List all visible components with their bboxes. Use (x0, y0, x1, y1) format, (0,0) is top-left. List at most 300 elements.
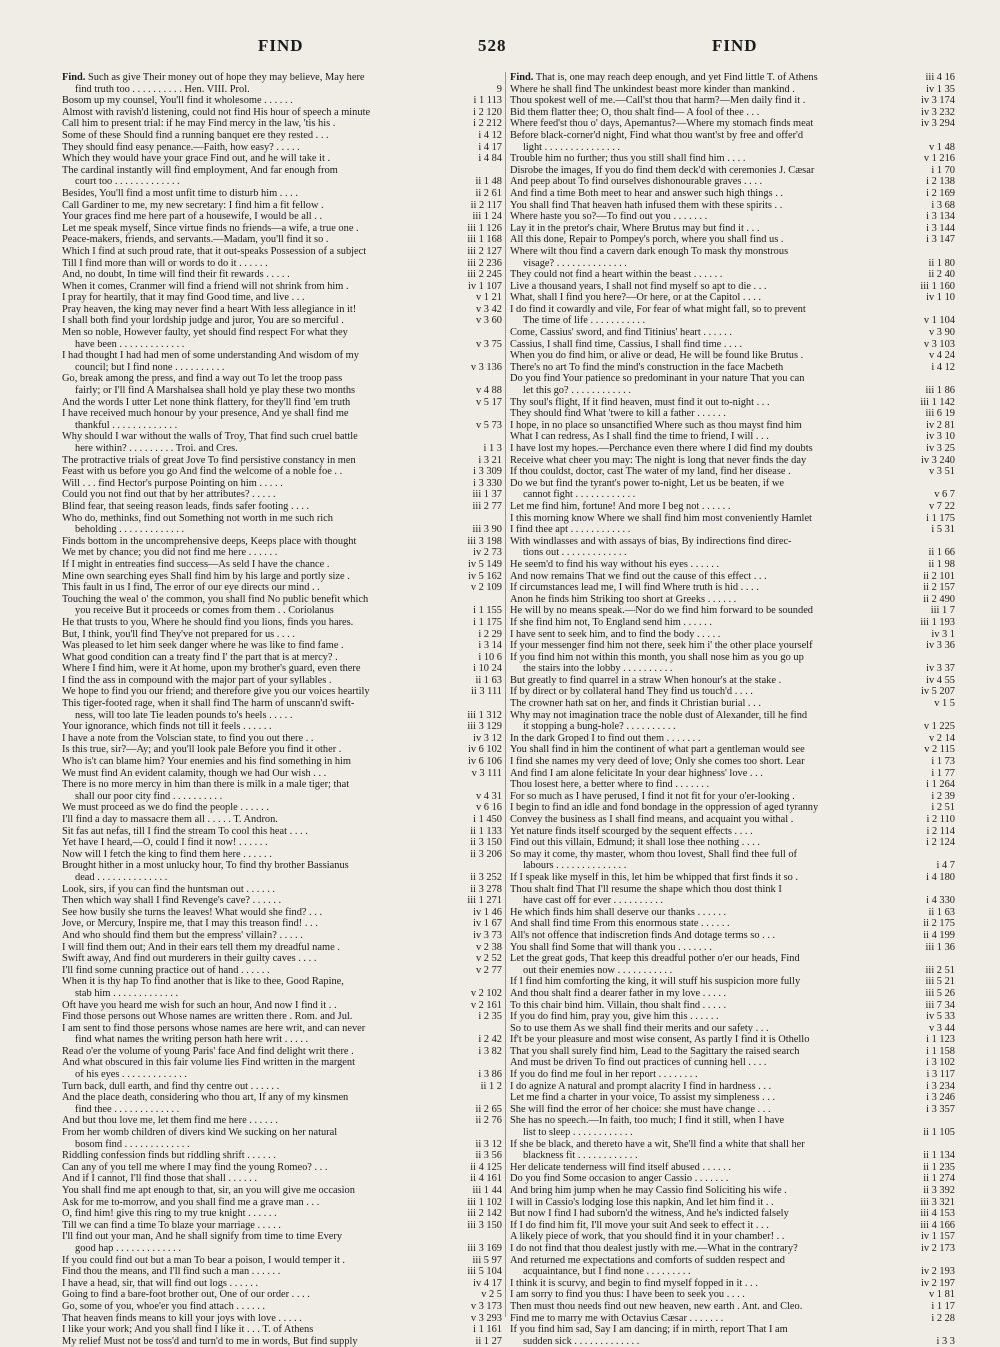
concordance-entry (62, 431, 502, 443)
entry-reference: i 1 70 (931, 164, 955, 176)
entry-text: If't be your pleasure and most wise consent, As partly I find it is Othello (510, 1034, 810, 1046)
concordance-entry (510, 142, 955, 154)
entry-text: Bosom up my counsel, You'll find it wholesome . . . . . . (62, 95, 293, 107)
concordance-entry (510, 107, 955, 119)
concordance-entry (510, 211, 955, 223)
concordance-entry (510, 350, 955, 362)
entry-text: labours . . . . . . . . . . . . . . (523, 860, 627, 872)
entry-reference: i 3 68 (931, 199, 955, 211)
concordance-entry (62, 443, 502, 455)
entry-text: Read o'er the volume of young Paris' face And find delight writ there . (62, 1045, 354, 1057)
entry-text: let this go? . . . . . . . . . . . . (523, 385, 631, 397)
entry-text: Touching the weal o' the common, you shall find No public benefit which (62, 593, 369, 605)
entry-text: you receive But it proceeds or comes from them . . Coriolanus (75, 605, 334, 617)
entry-reference: i 2 114 (926, 825, 955, 837)
concordance-entry (62, 524, 502, 536)
concordance-entry (62, 1313, 502, 1325)
concordance-entry (510, 629, 955, 641)
entry-text: out their enemies now . . . . . . . . . . . (523, 964, 673, 976)
concordance-entry (510, 814, 955, 826)
concordance-entry (510, 420, 955, 432)
entry-text: You shall find me apt enough to that, sir, an you will give me occasion (62, 1185, 355, 1196)
concordance-entry (510, 397, 955, 409)
concordance-entry (62, 779, 502, 791)
concordance-entry (510, 478, 955, 490)
entry-text: He that trusts to you, Where he should find you lions, finds you hares. (62, 616, 354, 628)
concordance-entry (510, 489, 955, 501)
concordance-entry (510, 281, 955, 293)
entry-text: Why should I war without the walls of Troy, That find such cruel battle (62, 431, 358, 443)
entry-text: Do we but find the tyrant's power to-night, Let us be beaten, if we (510, 477, 784, 489)
concordance-entry (62, 559, 502, 571)
entry-text: I do agnize A natural and prompt alacrity I find in hardness . . . (510, 1080, 772, 1092)
entry-text: Anon he finds him Striking too short at Greeks . . . . . . (510, 593, 737, 605)
concordance-entry (510, 1057, 955, 1069)
concordance-entry (510, 130, 955, 142)
concordance-entry (510, 524, 955, 536)
entry-text: I'll find some cunning practice out of hand . . . . . . (62, 964, 270, 976)
concordance-entry (510, 258, 955, 270)
entry-text: She will find the error of her choice: she must have change . . . (510, 1103, 771, 1115)
concordance-entry (510, 942, 955, 954)
concordance-entry (62, 1266, 502, 1278)
entry-reference: iv 3 12 (473, 732, 502, 744)
entry-reference: i 3 357 (926, 1103, 955, 1115)
entry-text: What I can redress, As I shall find the time to friend, I will . . . (510, 431, 769, 443)
concordance-entry (62, 1243, 502, 1255)
concordance-entry (62, 710, 502, 722)
entry-text: Which they would have your grace Find out, and he will take it . (62, 153, 331, 165)
entry-reference: iv 1 46 (473, 906, 502, 918)
concordance-entry (510, 1104, 955, 1116)
concordance-entry (510, 733, 955, 745)
concordance-entry (62, 362, 502, 374)
entry-text: What good condition can a treaty find I' the part that is at mercy? . (62, 651, 338, 663)
entry-text: Men so noble, However faulty, yet should find respect For what they (62, 327, 348, 339)
entry-reference: v 3 44 (929, 1022, 955, 1034)
concordance-entry (62, 1000, 502, 1012)
entry-text: council; but I find none . . . . . . . . . . (75, 361, 225, 373)
entry-text: And peep about To find ourselves dishonourable graves . . . . (510, 176, 763, 188)
concordance-entry (62, 849, 502, 861)
entry-reference: i 4 180 (926, 871, 955, 883)
entry-reference: iv 4 55 (926, 674, 955, 686)
entry-reference: iii 1 44 (472, 1185, 502, 1196)
entry-reference: iii 2 142 (467, 1208, 502, 1220)
entry-reference: i 3 14 (478, 640, 502, 652)
concordance-entry (62, 269, 502, 281)
concordance-entry (62, 791, 502, 803)
entry-reference: iii 1 271 (467, 895, 502, 907)
concordance-entry (62, 640, 502, 652)
entry-reference: v 1 225 (923, 721, 955, 733)
concordance-entry (510, 269, 955, 281)
entry-text: A likely piece of work, that you should find it in your chamber! . . (510, 1231, 785, 1243)
concordance-entry (510, 84, 955, 96)
entry-reference: iii 2 51 (925, 964, 955, 976)
entry-reference: i 3 134 (926, 211, 955, 223)
concordance-entry (510, 431, 955, 443)
concordance-entry (510, 571, 955, 583)
entry-reference: v 2 161 (470, 999, 502, 1011)
entry-reference: iii 5 104 (467, 1266, 502, 1278)
entry-text: With windlasses and with assays of bias, By indirections find direc- (510, 535, 792, 547)
entry-reference: iv 5 207 (920, 686, 955, 698)
entry-text: And find I am alone felicitate In your dear highness' love . . . (510, 767, 763, 779)
entry-reference: ii 3 278 (470, 883, 502, 895)
concordance-entry (62, 686, 502, 698)
concordance-entry (62, 118, 502, 130)
entry-reference: v 3 42 (476, 303, 502, 315)
entry-reference: ii 1 80 (928, 257, 955, 269)
concordance-entry (62, 733, 502, 745)
entry-reference: i 1 158 (926, 1045, 955, 1057)
entry-reference: i 1 175 (926, 512, 955, 524)
entry-reference: iv 1 107 (467, 280, 502, 292)
entry-text: Where feed'st thou o' days, Apemantus?—Where my stomach finds meat (510, 118, 814, 130)
entry-reference: v 3 75 (476, 338, 502, 350)
concordance-entry (62, 918, 502, 930)
entry-reference: v 1 81 (929, 1289, 955, 1301)
entry-text: Where wilt thou find a cavern dark enough To mask thy monstrous (510, 245, 789, 257)
concordance-entry (62, 420, 502, 432)
concordance-entry (62, 246, 502, 258)
entry-text: Almost with ravish'd listening, could not find His hour of speech a minute (62, 106, 371, 118)
entry-text: I shall both find your lordship judge and juror, You are so merciful . (62, 315, 344, 327)
entry-text: visage? . . . . . . . . . . . . . . (523, 257, 627, 269)
entry-reference: i 3 86 (478, 1069, 502, 1081)
entry-reference: i 1 73 (931, 756, 955, 768)
entry-reference: i 4 330 (926, 895, 955, 907)
entry-reference: iv 2 73 (473, 547, 502, 559)
entry-text: But greatly to find quarrel in a straw When honour's at the stake . (510, 674, 782, 686)
entry-text: And but thou love me, let them find me here . . . . . . (62, 1115, 278, 1127)
concordance-entry (510, 153, 955, 165)
concordance-entry (510, 860, 955, 872)
entry-text: And, no doubt, In time will find their fit rewards . . . . . (62, 269, 290, 281)
entry-reference: ii 1 134 (923, 1150, 955, 1162)
concordance-entry (62, 1278, 502, 1290)
entry-text: Trouble him no further; thus you still shall find him . . . . (510, 153, 746, 165)
concordance-entry (62, 513, 502, 525)
entry-reference: v 1 104 (923, 315, 955, 327)
concordance-entry (62, 1185, 502, 1197)
entry-reference: iii 1 37 (472, 489, 502, 501)
running-head-right: FIND (712, 36, 758, 55)
concordance-entry (62, 895, 502, 907)
entry-reference: ii 2 101 (923, 570, 955, 582)
concordance-entry (62, 385, 502, 397)
entry-reference: iii 3 321 (920, 1196, 955, 1208)
entry-text: If she find him not, To England send him . . . . . . (510, 616, 712, 628)
entry-text: Thou spokest well of me.—Call'st thou that harm?—Men daily find it . (510, 95, 806, 107)
concordance-entry (62, 292, 502, 304)
entry-text: Find those persons out Whose names are written there . Rom. and Jul. (62, 1011, 353, 1023)
entry-text: That heaven finds means to kill your joys with love . . . . . (62, 1312, 302, 1324)
entry-text: Thou losest here, a better where to find . . . . . . . (510, 779, 710, 791)
concordance-entry (510, 176, 955, 188)
concordance-entry (510, 698, 955, 710)
entry-reference: i 10 24 (473, 663, 502, 675)
entry-reference: v 2 38 (476, 941, 502, 953)
entry-reference: iii 3 169 (467, 1242, 502, 1254)
page-header (0, 36, 1000, 62)
entry-reference: iii 4 166 (920, 1219, 955, 1231)
entry-text: Yet have I heard,—O, could I find it now! . . . . . . (62, 837, 268, 849)
entry-text: I hope, in no place so unsanctified Where such as thou mayst find him (510, 419, 802, 431)
entry-text: And what obscured in this fair volume lies Find written in the margent (62, 1057, 356, 1069)
concordance-entry (62, 547, 502, 559)
entry-reference: i 1 155 (473, 605, 502, 617)
concordance-entry (62, 768, 502, 780)
entry-reference: v 7 22 (929, 500, 955, 512)
entry-text: Go, break among the press, and find a way out To let the troop pass (62, 373, 343, 385)
entry-text: of his eyes . . . . . . . . . . . . . (75, 1069, 187, 1081)
concordance-entry (62, 95, 502, 107)
entry-reference: iv 6 106 (467, 756, 502, 768)
concordance-entry (510, 501, 955, 513)
concordance-entry (62, 107, 502, 119)
entry-reference: iii 1 24 (472, 211, 502, 223)
concordance-entry (62, 965, 502, 977)
entry-text: You shall find Some that will thank you . . . . . . . (510, 941, 712, 953)
concordance-entry (62, 536, 502, 548)
concordance-entry (62, 1115, 502, 1127)
entry-reference: iv 3 37 (926, 663, 955, 675)
entry-reference: v 3 293 (470, 1312, 502, 1324)
entry-text: Convey the business as I shall find means, and acquaint you withal . (510, 814, 794, 825)
entry-reference: ii 1 105 (923, 1127, 955, 1139)
concordance-entry (510, 1011, 955, 1023)
entry-reference: i 2 120 (473, 106, 502, 118)
entry-text: good hap . . . . . . . . . . . . . (75, 1242, 181, 1254)
concordance-entry (510, 1208, 955, 1220)
concordance-entry (62, 675, 502, 687)
entry-text: I find the ass in compound with the major part of your syllables . (62, 674, 332, 686)
concordance-entry (510, 594, 955, 606)
concordance-entry (62, 1150, 502, 1162)
entry-text: So to use them As we shall find their merits and our safety . . . (510, 1022, 769, 1034)
entry-reference: iii 2 77 (472, 500, 502, 512)
entry-reference: v 2 52 (476, 953, 502, 965)
concordance-entry (62, 200, 502, 212)
entry-text: Receive what cheer you may: The night is long that never finds the day (510, 454, 807, 466)
concordance-entry (510, 976, 955, 988)
entry-text: And must be driven To find out practices of cunning hell . . . . (510, 1057, 767, 1069)
entry-text: In the dark Groped I to find out them . . . . . . . (510, 732, 701, 744)
entry-text: Thou shalt find That I'll resume the shape which thou dost think I (510, 883, 782, 895)
entry-text: The cardinal instantly will find employment, And far enough from (62, 164, 338, 176)
entry-text: Live a thousand years, I shall not find myself so apt to die . . . (510, 280, 767, 292)
concordance-entry (510, 849, 955, 861)
entry-text: I begin to find an idle and fond bondage in the oppression of aged tyranny (510, 802, 819, 814)
entry-text: I'll find a day to massacre them all . . . . . T. Andron. (62, 814, 278, 825)
entry-reference: v 2 5 (481, 1289, 502, 1301)
entry-text: And find a time Both meet to hear and answer such high things . . (510, 187, 783, 199)
entry-text: Ask for me to-morrow, and you shall find me a grave man . . . (62, 1196, 320, 1208)
entry-reference: v 3 90 (929, 327, 955, 339)
entry-reference: i 4 17 (478, 141, 502, 153)
concordance-entry (62, 408, 502, 420)
entry-reference: iii 1 142 (920, 396, 955, 408)
entry-reference: i 3 102 (926, 1057, 955, 1069)
entry-reference: v 3 111 (471, 767, 502, 779)
entry-text: If I might in entreaties find success—As seld I have the chance . (62, 558, 330, 570)
entry-text: And thou shalt find a dearer father in my love . . . . . (510, 987, 727, 999)
entry-reference: iv 5 162 (467, 570, 502, 582)
entry-text: Is this true, sir?—Ay; and you'll look pale Before you find it other . (62, 744, 342, 756)
entry-reference: iv 2 193 (920, 1266, 955, 1278)
entry-text: That you shall surely find him, Lead to the Sagittary the raised search (510, 1045, 800, 1057)
entry-text: I'll find out your man, And he shall signify from time to time Every (62, 1231, 343, 1243)
entry-reference: iii 1 7 (930, 605, 955, 617)
entry-reference: v 4 31 (476, 790, 502, 802)
entry-text: Now will I fetch the king to find them here . . . . . . (62, 848, 272, 860)
entry-reference: iv 3 36 (926, 640, 955, 652)
entry-text: I this morning know Where we shall find him most conveniently Hamlet (510, 512, 812, 524)
entry-reference: ii 3 150 (470, 837, 502, 849)
entry-reference: i 2 35 (478, 1011, 502, 1023)
entry-text: If by direct or by collateral hand They find us touch'd . . . . (510, 686, 753, 698)
entry-text: I am sent to find those persons whose names are here writ, and can never (62, 1022, 366, 1034)
entry-text: Look, sirs, if you can find the huntsman out . . . . . . (62, 883, 275, 895)
entry-reference: i 2 28 (931, 1312, 955, 1324)
entry-text: There's no art To find the mind's construction in the face Macbeth (510, 361, 784, 373)
entry-text: To this chair bind him. Villain, thou shalt find . . . . . (510, 999, 727, 1011)
concordance-entry (510, 675, 955, 687)
entry-reference: iii 2 245 (467, 269, 502, 281)
entry-text: He will by no means speak.—Nor do we find him forward to be sounded (510, 605, 813, 617)
entry-reference: ii 1 274 (923, 1173, 955, 1185)
entry-reference: ii 2 61 (475, 187, 502, 199)
entry-reference: i 2 138 (926, 176, 955, 188)
entry-reference: iii 3 198 (467, 535, 502, 547)
entry-text: Find thou the means, and I'll find such a man . . . . . . (62, 1266, 281, 1278)
entry-reference: iii 4 16 (925, 72, 955, 83)
entry-text: If she be black, and thereto have a wit, She'll find a white that shall her (510, 1138, 805, 1150)
concordance-entry (62, 153, 502, 165)
entry-text: list to sleep . . . . . . . . . . . . (523, 1127, 633, 1139)
entry-reference: i 3 117 (926, 1069, 955, 1081)
concordance-entry (62, 258, 502, 270)
concordance-entry (62, 1208, 502, 1220)
concordance-entry (510, 756, 955, 768)
concordance-entry (62, 1197, 502, 1209)
entry-reference: 9 (496, 83, 502, 95)
entry-reference: i 2 51 (931, 802, 955, 814)
entry-reference: ii 1 133 (470, 825, 502, 837)
concordance-entry (510, 826, 955, 838)
entry-reference: i 2 169 (926, 187, 955, 199)
entry-reference: i 1 77 (931, 767, 955, 779)
concordance-entry (510, 652, 955, 664)
concordance-entry (510, 315, 955, 327)
entry-reference: ii 3 392 (923, 1185, 955, 1196)
entry-text: Sit fas aut nefas, till I find the stream To cool this heat . . . . (62, 825, 308, 837)
concordance-entry (62, 72, 502, 84)
concordance-entry (62, 721, 502, 733)
entry-reference: i 3 234 (926, 1080, 955, 1092)
entry-reference: iv 6 102 (467, 744, 502, 756)
right-column (510, 72, 955, 1347)
entry-reference: ii 1 63 (475, 674, 502, 686)
entry-text: acquaintance, but I find none . . . . . . . . . (523, 1266, 691, 1278)
concordance-entry (62, 1336, 502, 1347)
entry-text: here within? . . . . . . . . . Troi. and Cres. (75, 443, 238, 454)
entry-reference: i 3 246 (926, 1092, 955, 1104)
entry-text: We must find An evident calamity, though we had Our wish . . . (62, 767, 327, 779)
entry-text: have cast off for ever . . . . . . . . . . (523, 895, 664, 907)
concordance-entry (510, 988, 955, 1000)
entry-text: If you find him sad, Say I am dancing; if in mirth, report That I am (510, 1324, 788, 1336)
concordance-entry (62, 501, 502, 513)
concordance-entry (510, 1313, 955, 1325)
concordance-entry (62, 802, 502, 814)
entry-reference: ii 2 490 (923, 593, 955, 605)
entry-text: I find she names my very deed of love; Only she comes too short. Lear (510, 756, 805, 768)
entry-text: For so much as I have perused, I find it not fit for your o'er-looking . (510, 790, 795, 802)
entry-reference: ii 3 252 (470, 871, 502, 883)
entry-text: Jove, or Mercury, Inspire me, that I may this treason find! . . . (62, 918, 318, 930)
entry-reference: iv 4 17 (473, 1277, 502, 1289)
concordance-entry (62, 1139, 502, 1151)
entry-text: Till we can find a time To blaze your marriage . . . . . (62, 1219, 281, 1231)
concordance-entry (62, 1011, 502, 1023)
entry-reference: i 1 161 (473, 1324, 502, 1336)
concordance-entry (510, 930, 955, 942)
entry-reference: iv 1 10 (926, 292, 955, 304)
entry-text: I like your work; And you shall find I like it . . . T. of Athens (62, 1324, 314, 1336)
concordance-entry (62, 350, 502, 362)
entry-text: If you do find me foul in her report . . . . . . . . (510, 1069, 698, 1081)
concordance-entry (62, 617, 502, 629)
concordance-entry (510, 710, 955, 722)
entry-text: If circumstances lead me, I will find Where truth is hid . . . . (510, 582, 759, 594)
entry-reference: v 2 77 (476, 964, 502, 976)
entry-reference: i 2 212 (473, 118, 502, 130)
entry-text: I find thee apt . . . . . . . . . . . . (510, 524, 631, 536)
entry-reference: ii 1 63 (928, 906, 955, 918)
entry-reference: iii 1 193 (920, 616, 955, 628)
entry-reference: ii 4 125 (470, 1161, 502, 1173)
concordance-entry (510, 1231, 955, 1243)
entry-reference: i 3 147 (926, 234, 955, 246)
page-number: 528 (478, 36, 507, 55)
concordance-entry (510, 1278, 955, 1290)
entry-reference: iv 5 149 (467, 558, 502, 570)
concordance-entry (62, 1289, 502, 1301)
entry-text: Peace-makers, friends, and servants.—Madam, you'll find it so . (62, 234, 329, 246)
entry-text: beholding . . . . . . . . . . . . . (75, 524, 185, 536)
entry-text: Let me find a charter in your voice, To assist my simpleness . . . (510, 1092, 776, 1104)
running-head-left: FIND (258, 36, 304, 55)
entry-text: Turn back, dull earth, and find thy centre out . . . . . . (62, 1080, 280, 1092)
concordance-entry (510, 1139, 955, 1151)
concordance-entry (510, 327, 955, 339)
concordance-entry (62, 327, 502, 339)
concordance-entry (510, 907, 955, 919)
concordance-entry (510, 1046, 955, 1058)
concordance-entry (510, 188, 955, 200)
concordance-entry (62, 315, 502, 327)
entry-text: We must proceed as we do find the people . . . . . . (62, 802, 269, 814)
concordance-entry (510, 1162, 955, 1174)
entry-text: Finds bottom in the uncomprehensive deeps, Keeps place with thought (62, 535, 357, 547)
entry-reference: iii 5 26 (925, 987, 955, 999)
entry-text: Your graces find me here part of a housewife, I would be all . . (62, 211, 323, 223)
entry-reference: iv 2 197 (920, 1277, 955, 1289)
concordance-entry (62, 211, 502, 223)
